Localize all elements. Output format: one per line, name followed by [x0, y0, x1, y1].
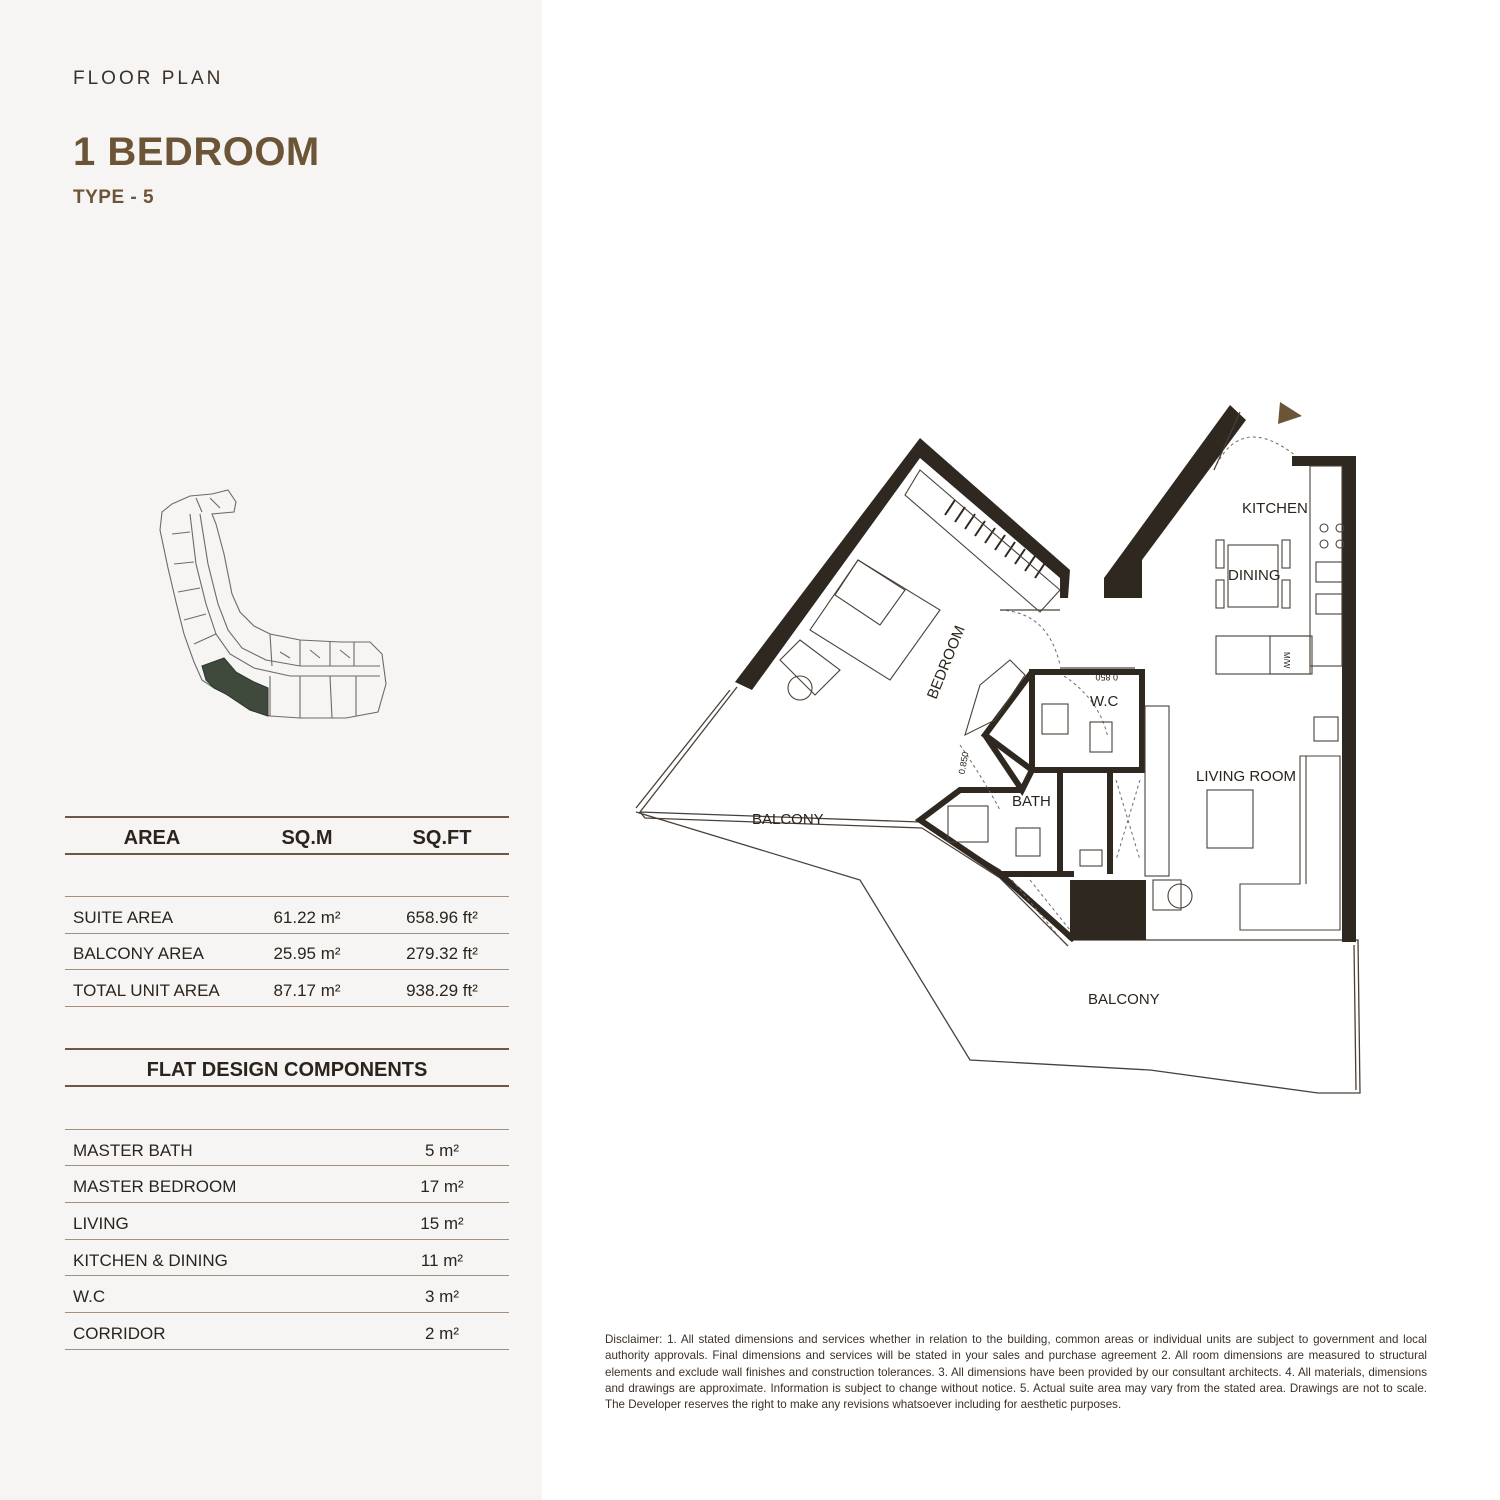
- total-area-sqm: 87.17 m²: [273, 981, 341, 1000]
- label-balcony-bottom: BALCONY: [1088, 991, 1160, 1008]
- component-wc-value: 3 m²: [425, 1287, 459, 1306]
- section-label: FLOOR PLAN: [73, 68, 224, 89]
- door-width-wc: 0.850: [1095, 672, 1118, 682]
- component-living: LIVING: [73, 1214, 129, 1233]
- components-table: [65, 1048, 509, 1352]
- component-living-value: 15 m²: [420, 1214, 464, 1233]
- unit-title: 1 BEDROOM: [73, 130, 320, 174]
- component-corridor: CORRIDOR: [73, 1324, 166, 1343]
- area-table: [65, 816, 509, 1008]
- disclaimer: Disclaimer: 1. All stated dimensions and services whether in relation to the building, common areas or individual units are subject to government and local authority approvals. Final dimensions and services will be stated in your sales and purchase agreement 2. All room dimensions are measured to structural elements and exclude wall finishes and construction tolerances. 3. All dimensions have been provided by our consultant architects. 4. All materials, dimensions and drawings are approximate. Information is subject to change without notice. 5. Actual suite area may vary from the stated area. Drawings are not to scale. The Developer reserves the right to make any revisions whatsoever including for aesthetic purposes.: [605, 1333, 1427, 1412]
- building-key-plan: [150, 484, 395, 724]
- component-master-bath: MASTER BATH: [73, 1141, 193, 1160]
- sqft-col-header: SQ.FT: [412, 827, 472, 849]
- total-area-label: TOTAL UNIT AREA: [73, 981, 220, 1000]
- label-dining: DINING: [1228, 567, 1281, 584]
- component-master-bedroom: MASTER BEDROOM: [73, 1177, 237, 1196]
- component-master-bedroom-value: 17 m²: [420, 1177, 464, 1196]
- floor-plan: [600, 380, 1400, 1140]
- component-master-bath-value: 5 m²: [425, 1141, 459, 1160]
- area-col-header: AREA: [123, 827, 181, 849]
- suite-area-sqm: 61.22 m²: [273, 908, 341, 927]
- living-furniture: [1145, 706, 1340, 930]
- info-panel: [0, 0, 542, 1500]
- label-balcony-left: BALCONY: [752, 811, 824, 828]
- suite-area-label: SUITE AREA: [73, 908, 174, 927]
- suite-area-sqft: 658.96 ft²: [406, 908, 478, 927]
- component-wc: W.C: [73, 1287, 106, 1306]
- microwave-label: M/W: [1282, 652, 1291, 669]
- label-living-room: LIVING ROOM: [1196, 768, 1297, 785]
- balcony-area-label: BALCONY AREA: [73, 944, 205, 963]
- label-kitchen: KITCHEN: [1242, 500, 1308, 517]
- component-corridor-value: 2 m²: [425, 1324, 459, 1343]
- sqm-col-header: SQ.M: [281, 827, 333, 849]
- component-kitchen-dining: KITCHEN & DINING: [73, 1251, 228, 1270]
- total-area-sqft: 938.29 ft²: [406, 981, 478, 1000]
- components-title: FLAT DESIGN COMPONENTS: [146, 1059, 428, 1081]
- door-width-bath: 0.850: [956, 750, 971, 775]
- balcony-area-sqm: 25.95 m²: [273, 944, 341, 963]
- unit-type: TYPE - 5: [73, 187, 155, 208]
- label-bedroom: BEDROOM: [923, 623, 969, 702]
- label-wc: W.C: [1090, 693, 1119, 710]
- entry-arrow-icon: [1278, 402, 1302, 424]
- label-bath: BATH: [1012, 793, 1051, 810]
- component-kitchen-dining-value: 11 m²: [420, 1251, 464, 1270]
- balcony-area-sqft: 279.32 ft²: [406, 944, 478, 963]
